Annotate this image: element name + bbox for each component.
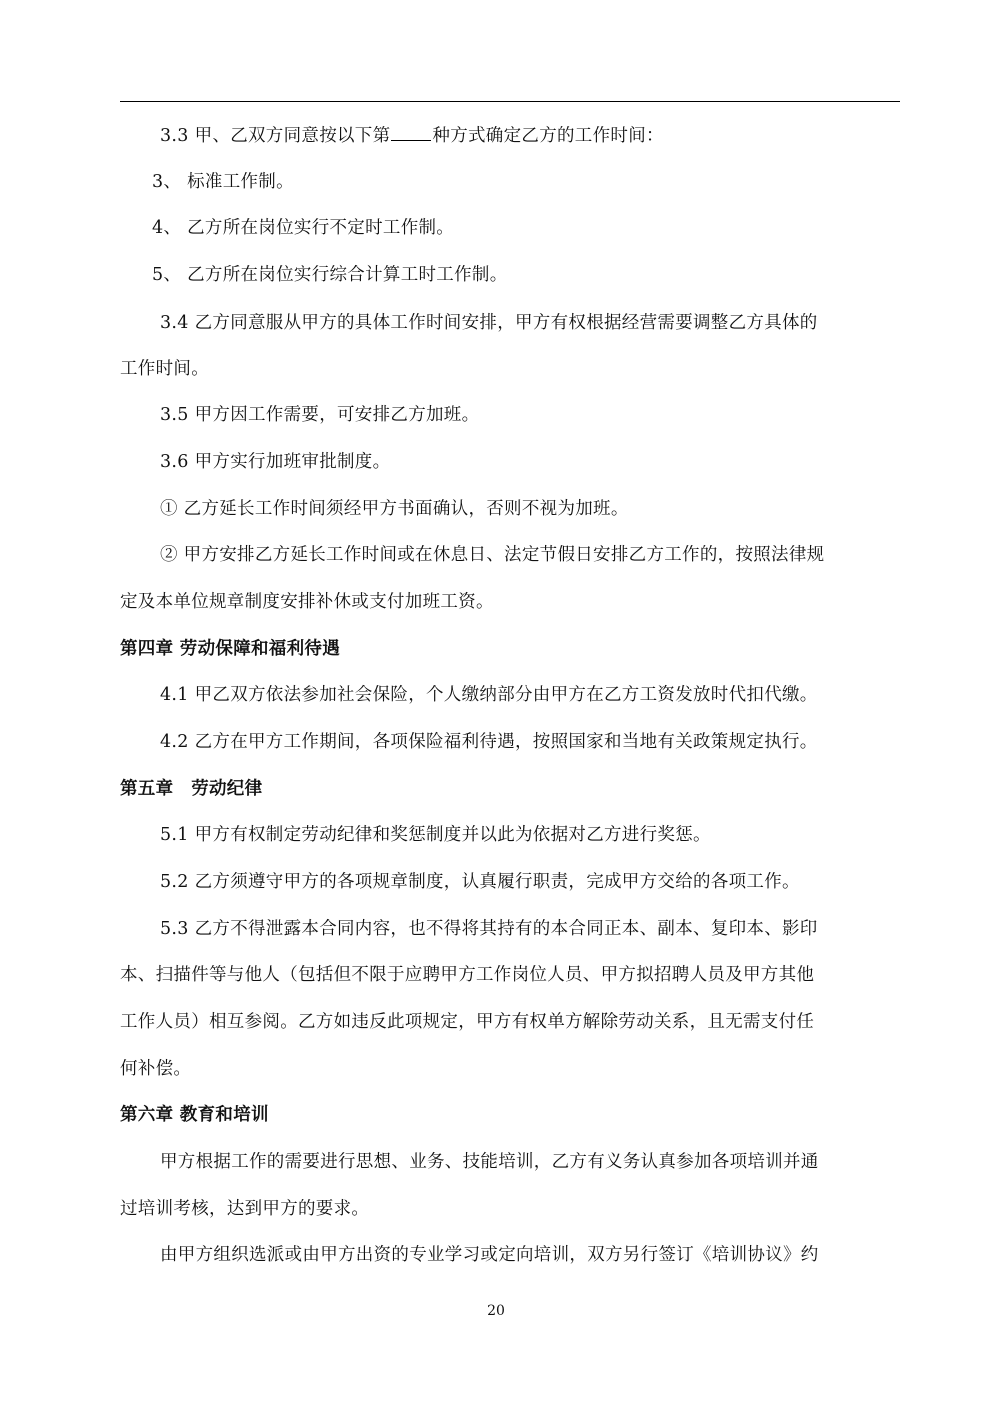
paragraph-line [120,451,950,473]
paragraph-line [120,731,950,753]
paragraph-line [120,1151,950,1173]
line-text: 过培训考核，达到甲方的要求。 [120,1199,370,1219]
line-text: 第六章 教育和培训 [120,1105,269,1125]
line-text: 第五章 劳动纪律 [120,779,263,799]
line-text: 何补偿。 [120,1059,192,1079]
line-text: 3.4 乙方同意服从甲方的具体工作时间安排，甲方有权根据经营需要调整乙方具体的 [160,313,818,333]
line-text: 5.3 乙方不得泄露本合同内容，也不得将其持有的本合同正本、副本、复印本、影印 [160,919,818,939]
line-text: 3.6 甲方实行加班审批制度。 [160,452,391,472]
paragraph-line [120,544,950,566]
paragraph-line [120,312,950,334]
paragraph-line [120,217,942,239]
line-text: 4.2 乙方在甲方工作期间，各项保险福利待遇，按照国家和当地有关政策规定执行。 [160,732,818,752]
line-text: 3、 标准工作制。 [152,172,294,192]
header-rule [120,101,900,102]
paragraph-line [120,591,910,613]
line-text: 工作人员）相互参阅。乙方如违反此项规定，甲方有权单方解除劳动关系，且无需支付任 [120,1012,815,1032]
paragraph-line [120,871,950,893]
paragraph-line [120,1244,950,1266]
chapter-heading [120,1104,910,1126]
paragraph-line [120,684,950,706]
paragraph-line [120,264,942,286]
line-text: 3.3 甲、乙双方同意按以下第 [160,126,391,146]
line-text: 由甲方组织选派或由甲方出资的专业学习或定向培训，双方另行签订《培训协议》约 [160,1245,819,1265]
page-number: 20 [487,1303,505,1319]
line-text: 3.5 甲方因工作需要，可安排乙方加班。 [160,405,480,425]
line-text: 定及本单位规章制度安排补休或支付加班工资。 [120,592,494,612]
line-text: 工作时间。 [120,359,209,379]
paragraph-line [120,404,950,426]
line-text: 5.2 乙方须遵守甲方的各项规章制度，认真履行职责，完成甲方交给的各项工作。 [160,872,800,892]
line-text: 5.1 甲方有权制定劳动纪律和奖惩制度并以此为依据对乙方进行奖惩。 [160,825,711,845]
paragraph-line [120,1058,910,1080]
paragraph-line [120,124,950,147]
paragraph-line [120,171,942,193]
line-text: 4.1 甲乙双方依法参加社会保险，个人缴纳部分由甲方在乙方工资发放时代扣代缴。 [160,685,818,705]
line-text: 甲方根据工作的需要进行思想、业务、技能培训，乙方有义务认真参加各项培训并通 [160,1152,819,1172]
chapter-heading [120,638,910,660]
paragraph-line [120,1011,910,1033]
line-text: ① 乙方延长工作时间须经甲方书面确认，否则不视为加班。 [160,499,629,519]
line-text: ② 甲方安排乙方延长工作时间或在休息日、法定节假日安排乙方工作的，按照法律规 [160,545,825,565]
paragraph-line [120,358,910,380]
line-text-after-blank: 种方式确定乙方的工作时间： [432,126,664,146]
line-text: 第四章 劳动保障和福利待遇 [120,639,340,659]
line-text: 本、扫描件等与他人（包括但不限于应聘甲方工作岗位人员、甲方拟招聘人员及甲方其他 [120,965,815,985]
paragraph-line [120,918,950,940]
paragraph-line [120,824,950,846]
fill-in-blank [391,124,431,141]
paragraph-line [120,964,910,986]
line-text: 5、 乙方所在岗位实行综合计算工时工作制。 [152,265,508,285]
line-text: 4、 乙方所在岗位实行不定时工作制。 [152,218,455,238]
paragraph-line [120,1198,910,1220]
chapter-heading [120,778,910,800]
paragraph-line [120,498,950,520]
